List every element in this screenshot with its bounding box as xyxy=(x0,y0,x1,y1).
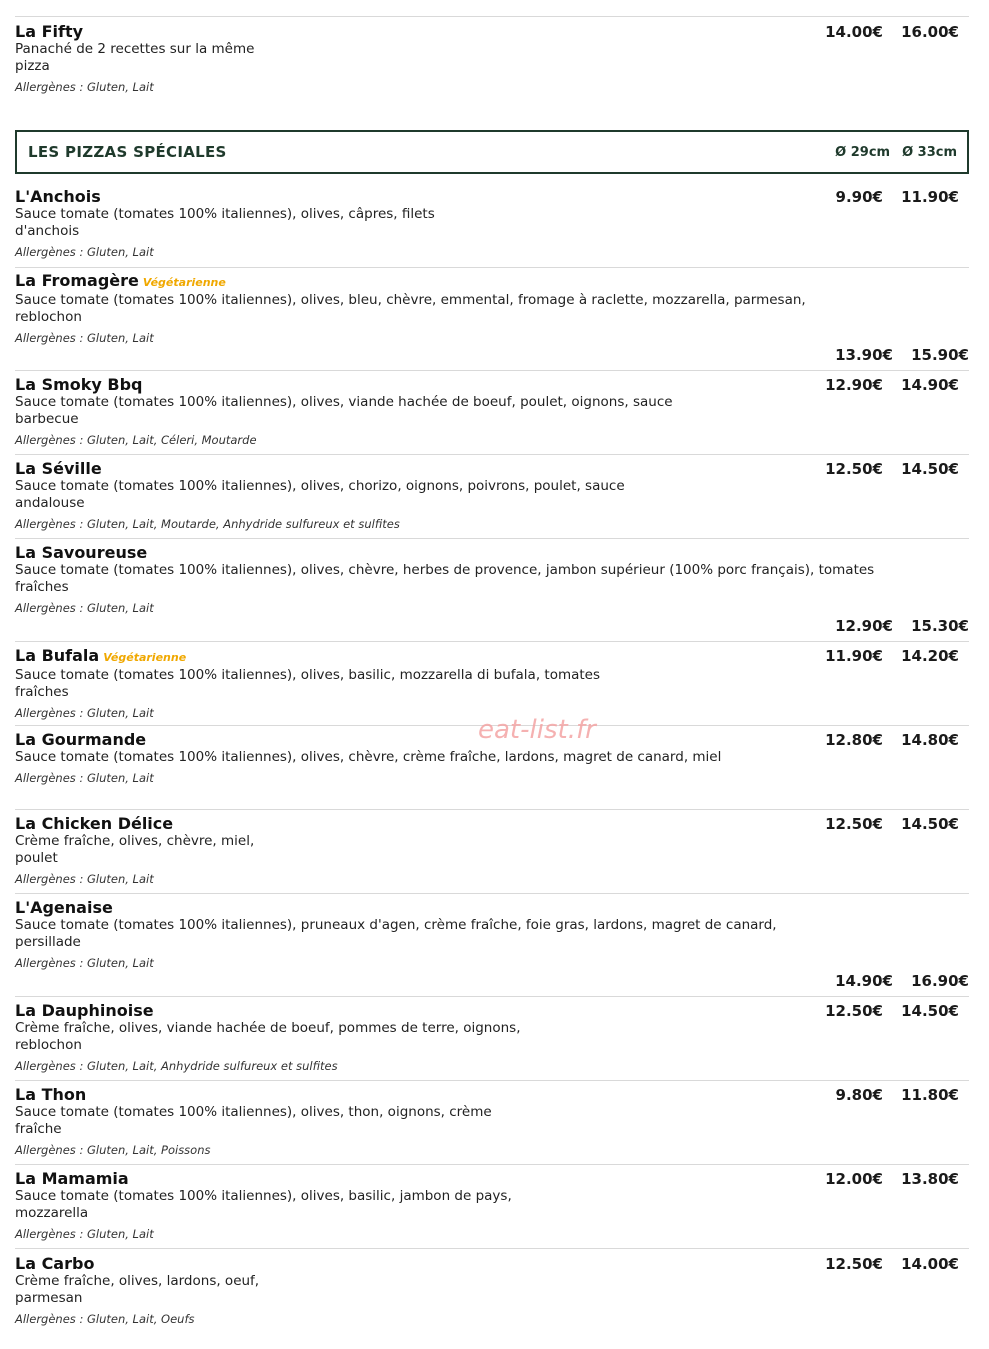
divider xyxy=(15,454,969,455)
price-large: 14.00€ xyxy=(901,1255,959,1273)
price-large: 14.50€ xyxy=(901,815,959,833)
item-description: Crème fraîche, olives, viande hachée de boeuf, pommes de terre, oignons, reblochon xyxy=(15,1020,521,1053)
size-large-label: Ø 33cm xyxy=(902,144,957,160)
item-allergens: Allergènes : Gluten, Lait, Poissons xyxy=(15,1143,211,1157)
item-name: La Carbo xyxy=(15,1254,95,1273)
price-small: 14.90€ xyxy=(835,972,893,990)
item-allergens: Allergènes : Gluten, Lait, Anhydride sulfureux et sulfites xyxy=(15,1059,338,1073)
item-allergens: Allergènes : Gluten, Lait xyxy=(15,956,154,970)
price-small: 12.00€ xyxy=(825,1170,883,1188)
menu-item xyxy=(15,1002,969,1073)
price-small: 12.50€ xyxy=(825,460,883,478)
item-allergens: Allergènes : Gluten, Lait, Moutarde, Anhydride sulfureux et sulfites xyxy=(15,517,400,531)
item-description: Sauce tomate (tomates 100% italiennes), olives, chèvre, crème fraîche, lardons, magret de canard, miel xyxy=(15,749,722,765)
divider xyxy=(15,267,969,268)
divider xyxy=(15,809,969,810)
divider xyxy=(15,996,969,997)
price-large: 15.30€ xyxy=(911,617,969,635)
item-name: La Dauphinoise xyxy=(15,1001,154,1020)
section-title: LES PIZZAS SPÉCIALES xyxy=(28,143,227,161)
item-name: La Smoky Bbq xyxy=(15,375,143,394)
item-allergens: Allergènes : Gluten, Lait xyxy=(15,706,154,720)
item-prices xyxy=(813,815,959,833)
item-name: La Mamamia xyxy=(15,1169,129,1188)
item-prices xyxy=(823,617,969,635)
divider xyxy=(15,1080,969,1081)
price-large: 14.50€ xyxy=(901,1002,959,1020)
menu-item xyxy=(15,1086,969,1157)
size-small-label: Ø 29cm xyxy=(835,144,891,160)
price-small: 9.90€ xyxy=(835,188,883,206)
divider xyxy=(15,538,969,539)
item-name: La Chicken Délice xyxy=(15,814,174,833)
item-allergens: Allergènes : Gluten, Lait xyxy=(15,601,154,615)
menu-item xyxy=(15,544,969,615)
menu-item xyxy=(15,376,969,447)
item-name: L'Anchois xyxy=(15,187,101,206)
item-prices xyxy=(813,1086,959,1104)
item-description: Sauce tomate (tomates 100% italiennes), olives, viande hachée de boeuf, poulet, oignons, sauce barbecue xyxy=(15,394,673,427)
item-description: Panaché de 2 recettes sur la même pizza xyxy=(15,41,255,74)
item-name: L'Agenaise xyxy=(15,898,113,917)
item-name: La Gourmande xyxy=(15,730,147,749)
item-prices xyxy=(823,346,969,364)
item-prices xyxy=(813,188,959,206)
item-name xyxy=(15,272,969,292)
price-small: 9.80€ xyxy=(835,1086,883,1104)
price-small: 12.80€ xyxy=(825,731,883,749)
item-prices xyxy=(813,1002,959,1020)
item-allergens: Allergènes : Gluten, Lait xyxy=(15,331,154,345)
price-large: 16.00€ xyxy=(901,23,959,41)
item-allergens: Allergènes : Gluten, Lait, Céleri, Moutarde xyxy=(15,433,257,447)
menu-item xyxy=(15,272,969,345)
price-small: 12.50€ xyxy=(825,1002,883,1020)
item-prices xyxy=(813,376,959,394)
item-allergens: Allergènes : Gluten, Lait xyxy=(15,872,154,886)
item-prices xyxy=(813,460,959,478)
divider xyxy=(15,1248,969,1249)
item-description: Sauce tomate (tomates 100% italiennes), olives, bleu, chèvre, emmental, fromage à raclette, mozzarella, parmesan, reblochon xyxy=(15,292,806,325)
section-header xyxy=(15,130,969,174)
price-small: 14.00€ xyxy=(825,23,883,41)
divider xyxy=(15,893,969,894)
menu-item xyxy=(15,1255,969,1326)
item-prices xyxy=(813,1255,959,1273)
price-small: 12.50€ xyxy=(825,815,883,833)
divider xyxy=(15,641,969,642)
item-prices xyxy=(813,1170,959,1188)
item-name: La Savoureuse xyxy=(15,543,148,562)
price-small: 12.50€ xyxy=(825,1255,883,1273)
menu-item xyxy=(15,188,969,259)
item-description: Sauce tomate (tomates 100% italiennes), olives, chèvre, herbes de provence, jambon supérieur (100% porc français), tomates fraîches xyxy=(15,562,875,595)
item-description: Sauce tomate (tomates 100% italiennes), olives, basilic, jambon de pays, mozzarella xyxy=(15,1188,512,1221)
price-large: 13.80€ xyxy=(901,1170,959,1188)
price-large: 11.80€ xyxy=(901,1086,959,1104)
price-large: 14.90€ xyxy=(901,376,959,394)
item-description: Sauce tomate (tomates 100% italiennes), olives, câpres, filets d'anchois xyxy=(15,206,435,239)
price-small: 12.90€ xyxy=(825,376,883,394)
price-large: 15.90€ xyxy=(911,346,969,364)
price-large: 14.80€ xyxy=(901,731,959,749)
price-large: 11.90€ xyxy=(901,188,959,206)
menu-item xyxy=(15,899,969,970)
item-prices xyxy=(813,647,959,665)
vegetarian-badge: Végétarienne xyxy=(103,651,187,664)
item-name: La Séville xyxy=(15,459,102,478)
divider xyxy=(15,370,969,371)
item-prices xyxy=(813,731,959,749)
item-name-text: La Bufala xyxy=(15,646,100,665)
item-allergens: Allergènes : Gluten, Lait xyxy=(15,80,154,94)
divider xyxy=(15,1164,969,1165)
price-small: 12.90€ xyxy=(835,617,893,635)
item-description: Sauce tomate (tomates 100% italiennes), olives, chorizo, oignons, poivrons, poulet, sauce andalouse xyxy=(15,478,625,511)
vegetarian-badge: Végétarienne xyxy=(142,276,226,289)
item-description: Crème fraîche, olives, chèvre, miel, poulet xyxy=(15,833,255,866)
item-prices xyxy=(813,23,959,41)
menu-item xyxy=(15,1170,969,1241)
item-allergens: Allergènes : Gluten, Lait xyxy=(15,771,154,785)
item-description: Sauce tomate (tomates 100% italiennes), olives, basilic, mozzarella di bufala, tomates fraîches xyxy=(15,667,601,700)
price-large: 16.90€ xyxy=(911,972,969,990)
price-small: 13.90€ xyxy=(835,346,893,364)
size-columns xyxy=(823,145,957,160)
item-description: Crème fraîche, olives, lardons, oeuf, parmesan xyxy=(15,1273,260,1306)
price-large: 14.50€ xyxy=(901,460,959,478)
item-name-text: La Fromagère xyxy=(15,271,139,290)
item-allergens: Allergènes : Gluten, Lait xyxy=(15,1227,154,1241)
menu-item xyxy=(15,460,969,531)
menu-item-fifty xyxy=(15,23,969,94)
item-name: La Thon xyxy=(15,1085,87,1104)
menu-item xyxy=(15,647,969,720)
divider xyxy=(15,16,969,17)
menu-item xyxy=(15,815,969,886)
item-prices xyxy=(823,972,969,990)
price-small: 11.90€ xyxy=(825,647,883,665)
item-description: Sauce tomate (tomates 100% italiennes), olives, thon, oignons, crème fraîche xyxy=(15,1104,492,1137)
item-name: La Fifty xyxy=(15,22,84,41)
price-large: 14.20€ xyxy=(901,647,959,665)
item-allergens: Allergènes : Gluten, Lait xyxy=(15,245,154,259)
item-description: Sauce tomate (tomates 100% italiennes), pruneaux d'agen, crème fraîche, foie gras, lardons, magret de canard, persillade xyxy=(15,917,777,950)
watermark: eat-list.fr xyxy=(478,715,596,745)
item-allergens: Allergènes : Gluten, Lait, Oeufs xyxy=(15,1312,195,1326)
